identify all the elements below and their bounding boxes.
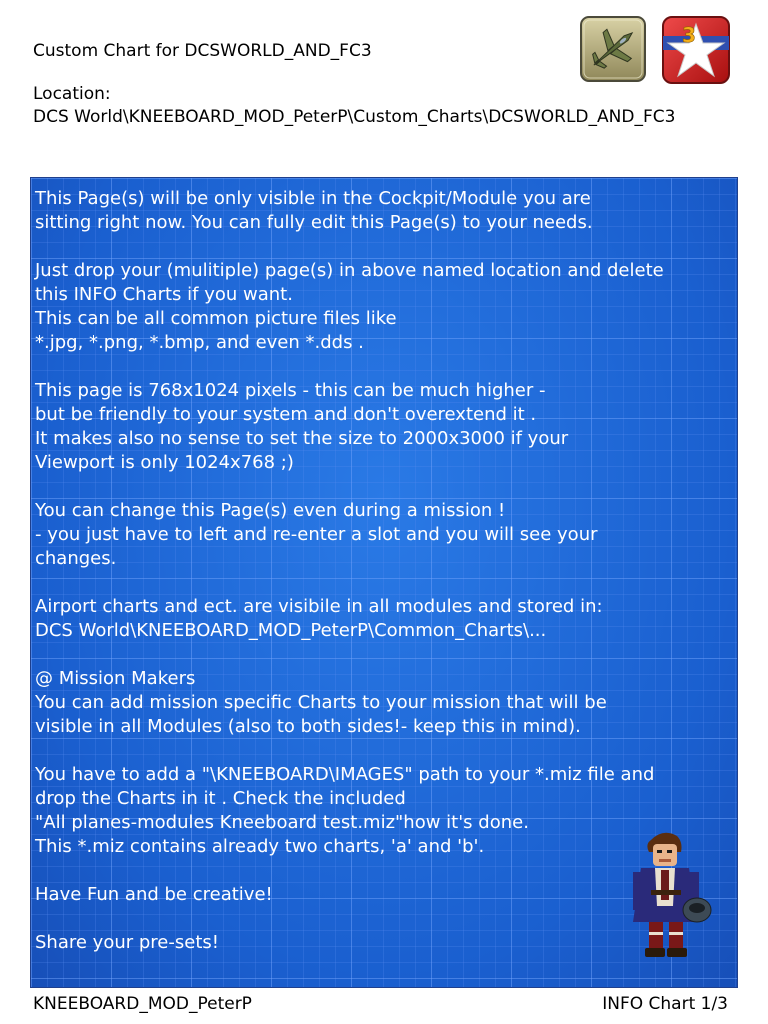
svg-text:3: 3 (682, 23, 696, 47)
page-title: Custom Chart for DCSWORLD_AND_FC3 (33, 41, 372, 61)
footer-mod-name: KNEEBOARD_MOD_PeterP (33, 994, 252, 1014)
text-line: This *.miz contains already two charts, 'a' and 'b'. (35, 836, 485, 857)
blank-line (35, 355, 737, 379)
blank-line (35, 475, 737, 499)
text-line: Have Fun and be creative! (35, 884, 273, 905)
text-line: You can change this Page(s) even during a mission ! (35, 500, 506, 521)
text-line: visible in all Modules (also to both sides!- keep this in mind). (35, 716, 581, 737)
text-line: Airport charts and ect. are visibile in all modules and stored in: (35, 596, 603, 617)
text-line: *.jpg, *.png, *.bmp, and even *.dds . (35, 332, 364, 353)
text-line: - you just have to left and re-enter a slot and you will see your (35, 524, 598, 545)
footer-page-indicator: INFO Chart 1/3 (602, 994, 728, 1014)
text-line: Viewport is only 1024x768 ;) (35, 452, 294, 473)
location-label: Location: (33, 84, 111, 104)
blank-line (35, 739, 737, 763)
text-line: this INFO Charts if you want. (35, 284, 293, 305)
text-line: changes. (35, 548, 117, 569)
text-line: Share your pre-sets! (35, 932, 219, 953)
fighter-jet-icon (580, 16, 646, 82)
text-line: sitting right now. You can fully edit this Page(s) to your needs. (35, 212, 593, 233)
text-line: "All planes-modules Kneeboard test.miz"how it's done. (35, 812, 529, 833)
location-path: DCS World\KNEEBOARD_MOD_PeterP\Custom_Charts\DCSWORLD_AND_FC3 (33, 107, 676, 127)
text-line: but be friendly to your system and don't overextend it . (35, 404, 537, 425)
fc3-star-logo (662, 16, 730, 84)
text-line: @ Mission Makers (35, 668, 196, 689)
text-line: This page is 768x1024 pixels - this can be much higher - (35, 380, 546, 401)
blank-line (35, 643, 737, 667)
text-line: It makes also no sense to set the size to 2000x3000 if your (35, 428, 569, 449)
pirate-character-image (611, 826, 721, 961)
blank-line (35, 235, 737, 259)
text-line: You can add mission specific Charts to your mission that will be (35, 692, 607, 713)
text-line: DCS World\KNEEBOARD_MOD_PeterP\Common_Charts\... (35, 620, 547, 641)
text-line: This can be all common picture files like (35, 308, 397, 329)
info-blueprint-panel (30, 177, 738, 988)
text-line: You have to add a "\KNEEBOARD\IMAGES" path to your *.miz file and (35, 764, 655, 785)
blank-line (35, 571, 737, 595)
text-line: Just drop your (mulitiple) page(s) in above named location and delete (35, 260, 664, 281)
text-line: drop the Charts in it . Check the included (35, 788, 406, 809)
text-line: This Page(s) will be only visible in the Cockpit/Module you are (35, 188, 591, 209)
